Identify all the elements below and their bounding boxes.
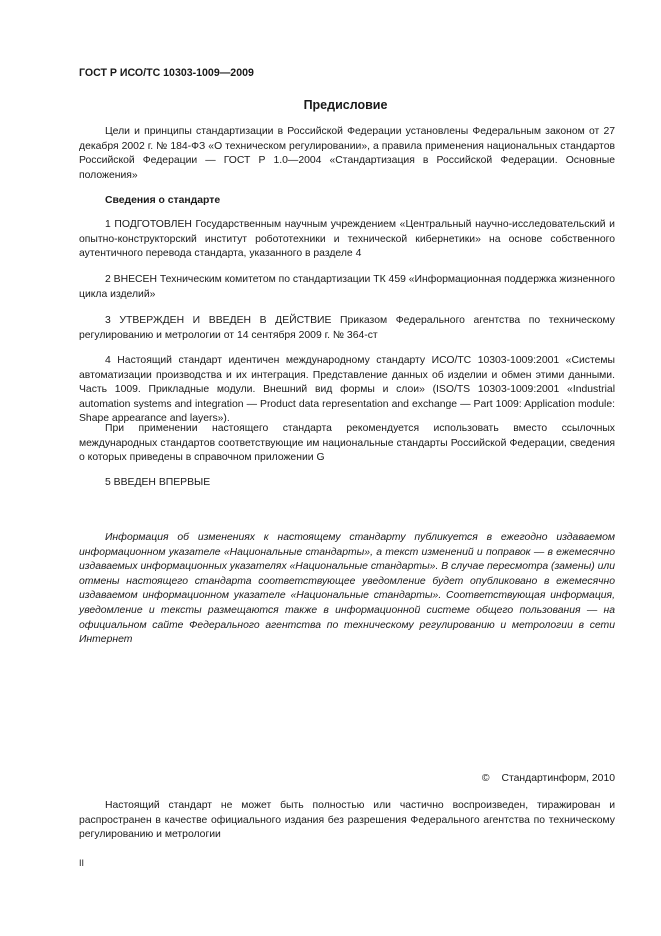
item-2: 2 ВНЕСЕН Техническим комитетом по стандартизации ТК 459 «Информационная поддержка жизненного цикла изделий» <box>79 274 615 300</box>
change-notice: Информация об изменениях к настоящему стандарту публикуется в ежегодно издаваемом информационном указателе «Национальные стандарты», а текст изменений и поправок — в ежемесячно издаваемых информационных указателях «Национальные стандарты». В случае пересмотра (замены) или отмены настоящего стандарта соответствующее уведомление будет опубликовано в ежемесячно издаваемом информационном указателе «Национальные стандарты». Соответствующая информация, уведомление и тексты размещаются также в информационной системе общего пользования — на официальном сайте Федерального агентства по техническому регулированию и метрологии в сети Интернет <box>79 532 615 646</box>
subheading: Сведения о стандарте <box>105 195 221 206</box>
copyright-text: Стандартинформ, 2010 <box>501 773 615 784</box>
item-3: 3 УТВЕРЖДЕН И ВВЕДЕН В ДЕЙСТВИЕ Приказом Федерального агентства по техническому регулированию и метрологии от 14 сентября 2009 г. № 364-ст <box>79 315 615 341</box>
copyright-line <box>482 772 615 787</box>
item-4: 4 Настоящий стандарт идентичен международному стандарту ИСО/ТС 10303-1009:2001 «Системы автоматизации производства и их интеграция. Представление данных об изделии и обмен этими данными. Часть 1009. Прикладные модули. Внешний вид формы и слои» (ISO/TS 10303-1009:2001 «Industrial automation systems and integration — Product data representation and exchange — Part 1009: Application module: Shape appearance and layers»). <box>79 355 615 425</box>
item-4-note: При применении настоящего стандарта рекомендуется использовать вместо ссылочных международных стандартов соответствующие им национальные стандарты Российской Федерации, сведения о которых приведены в справочном приложении G <box>79 423 615 464</box>
item-5: 5 ВВЕДЕН ВПЕРВЫЕ <box>105 477 211 488</box>
document-header: ГОСТ Р ИСО/ТС 10303-1009—2009 <box>79 67 254 79</box>
item-1: 1 ПОДГОТОВЛЕН Государственным научным учреждением «Центральный научно-исследовательский и опытно-конструкторский институт робототехники и технической кибернетики» на основе собственного аутентичного перевода стандарта, указанного в разделе 4 <box>79 219 615 260</box>
copyright-icon: © <box>481 773 490 784</box>
page-number: II <box>79 858 85 868</box>
intro-paragraph: Цели и принципы стандартизации в Российской Федерации установлены Федеральным законом от 27 декабря 2002 г. № 184-ФЗ «О техническом регулировании», а правила применения национальных стандартов Российской Федерации — ГОСТ Р 1.0—2004 «Стандартизация в Российской Федерации. Основные положения» <box>79 126 615 181</box>
reproduction-notice: Настоящий стандарт не может быть полностью или частично воспроизведен, тиражирован и распространен в качестве официального издания без разрешения Федерального агентства по техническому регулированию и метрологии <box>79 800 615 841</box>
section-title: Предисловие <box>303 98 388 112</box>
